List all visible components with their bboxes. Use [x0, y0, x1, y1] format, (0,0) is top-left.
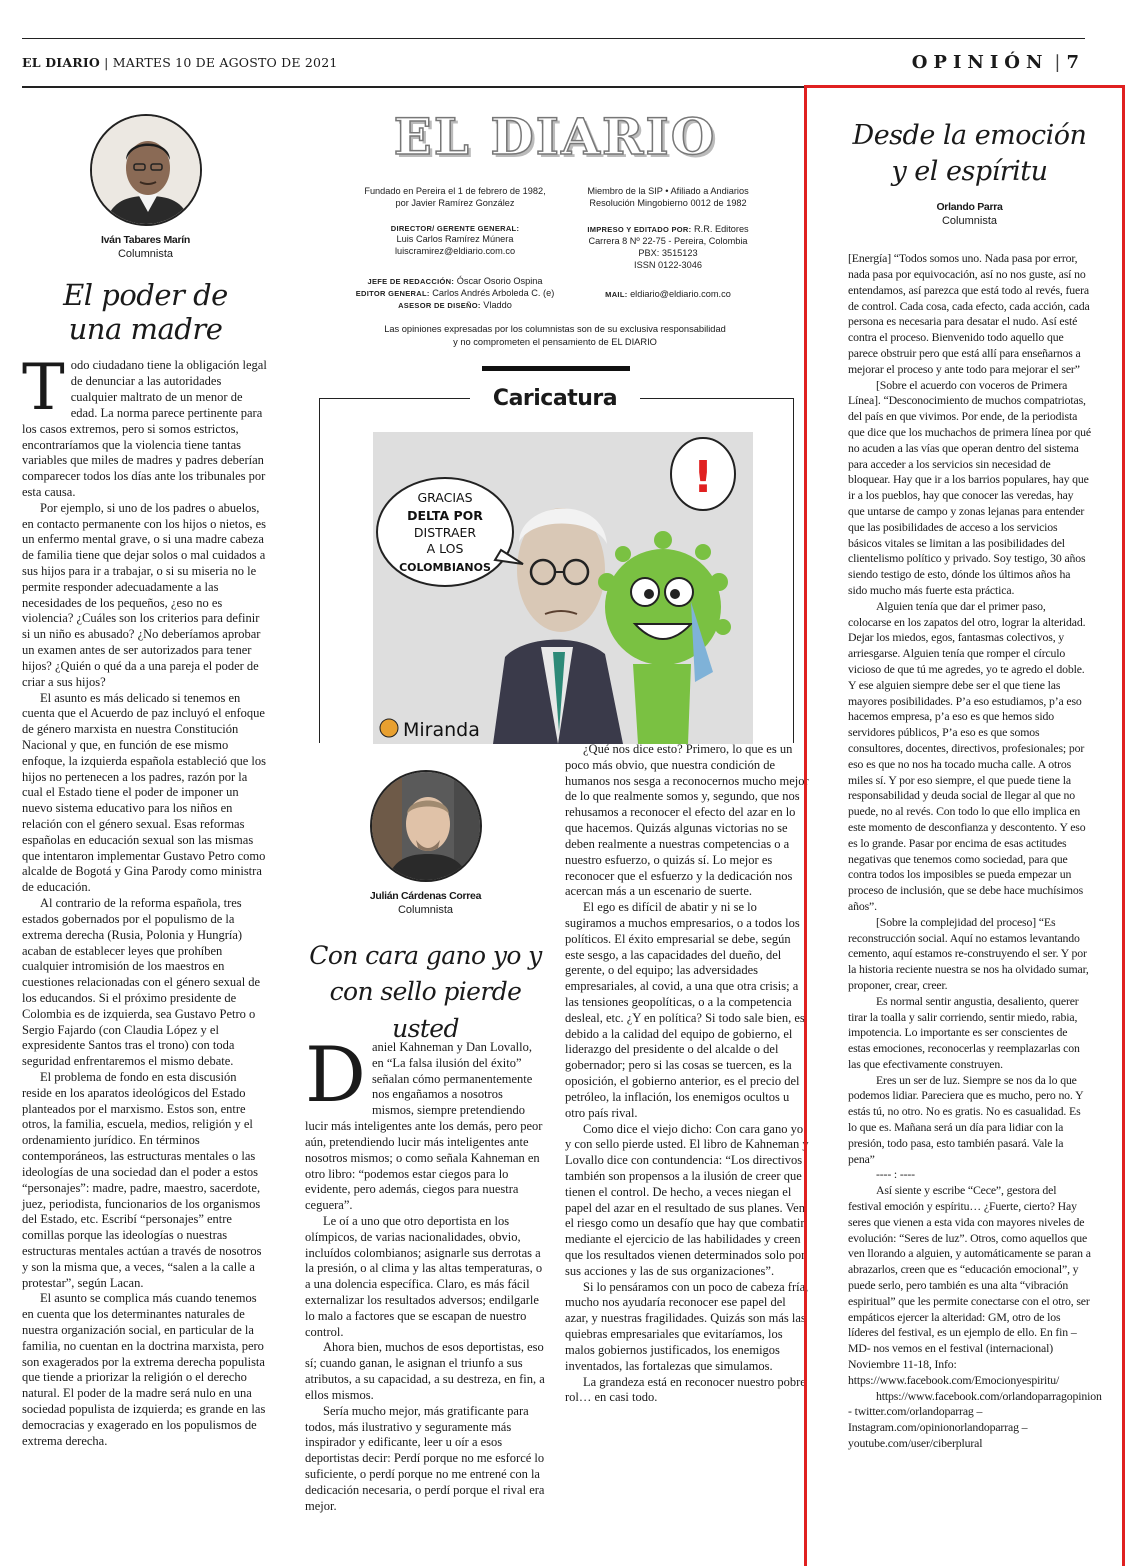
author-photo-1 [90, 114, 202, 226]
paragraph: ¿Qué nos dice esto? Primero, lo que es un poco más obvio, que nuestra condición de humanos nos sesga a reconocernos mucho mejor de lo que realmente somos y, segundo, que nos rehusamos a reconocer el efecto del azar en lo que hacemos. Quizás algunas victorias no se deben realmente a nuestras competencias o a nuestro esfuerzo, o quizás sí. Lo mejor es reconocer que el esfuerzo y la dedicación nos acercan más a un escenario de suerte. [565, 742, 809, 899]
masthead-printer: IMPRESO Y EDITADO POR: R.R. Editores Carrera 8 Nº 22-75 - Pereira, Colombia PBX: 3515123 ISSN 0122-3046 [587, 224, 749, 270]
social-links: https://www.facebook.com/orlandoparragopinion - twitter.com/orlandoparrag – Instagram.com/opinionorlandoparrag – youtube.com/user/ciberplural [848, 1388, 1102, 1451]
article-body-2b [565, 742, 810, 1406]
masthead [330, 107, 780, 166]
paragraph: El problema de fondo en esta discusión reside en los aparatos ideológicos del Estado planteados por el marxismo. Estos son, entre otros, la familia, escuela, medios, religión y el ordenamiento jurídico. En términos contemporáneos, las estructuras mentales o las ideologías de una sociedad dan el poder a estos “personajes”: madre, padre, maestro, sacerdote, juez, periodista, funcionarios de los organismos del Estado, etc. Escribí “personajes” entre comillas porque las ideologías o nuestras estructuras mentales actúan a través de nosotros y son la misma que, a veces, “salen a la calle a protestar”, según Lacan. [22, 1070, 262, 1290]
author-portrait-icon [92, 116, 202, 226]
author-name-2: Julián Cárdenas Correa [369, 890, 482, 902]
paragraph: Ahora bien, muchos de esos deportistas, eso sí; cuando ganan, le asignan el triunfo a sus atributos, a su capacidad, a su destreza, en fin, a ellos mismos. [305, 1340, 545, 1402]
header-paper-name: EL DIARIO [22, 55, 100, 70]
masthead-disclaimer: Las opiniones expresadas por los columnistas son de su exclusiva responsabilidad y no comprometen el pensamiento de EL DIARIO [384, 324, 726, 347]
bubble-line-3: DISTRAER [413, 525, 477, 540]
paragraph: El asunto se complica más cuando tenemos en cuenta que los determinantes naturales de nuestra organización social, en particular de la familia, no cuentan en la doctrina marxista, pero son exagerados por la extrema derecha populista que tiende a priorizar la religión o el derecho natural. El poder de la madre será nulo en una sociedad populista de izquierda; es grande en las democracias y exagerado en los populismos de extrema derecha. [22, 1291, 266, 1448]
masthead-mail: MAIL: eldiario@eldiario.com.co [605, 289, 731, 299]
article-body-1 [22, 351, 269, 1449]
column-article-2-header [305, 758, 546, 1047]
article-title-1: El poder de una madre [63, 278, 228, 347]
cartoon-illustration-icon [373, 432, 753, 744]
paragraph: La grandeza está en reconocer nuestro pobre rol… en casi todo. [565, 1374, 806, 1405]
masthead-founded: Fundado en Pereira el 1 de febrero de 1982, por Javier Ramírez González [364, 186, 546, 208]
header-section: OPINIÓN | 7 [911, 52, 1085, 73]
cartoon-signature: Miranda [403, 719, 480, 741]
masthead-director: DIRECTOR/ GERENTE GENERAL: Luis Carlos Ramírez Múnera luiscramirez@eldiario.com.co [390, 224, 520, 256]
bubble-line-1: GRACIAS [417, 490, 473, 505]
author-portrait-icon [372, 772, 482, 882]
bubble-line-4: A LOS [426, 541, 464, 556]
paragraph: Le oí a uno que otro deportista en los olímpicos, de varias nacionalidades, obvio, incluídos colombianos; asignarle sus derrotas a la presión, o al clima y las altas temperaturas, o a una dolencia específica. Claro, es más fácil externalizar los resultados adversos; endilgarle lo malo a factores que se escapan de nuestro control. [305, 1213, 543, 1339]
article-body-2a [305, 1030, 546, 1514]
cartoon-image [373, 432, 753, 744]
paragraph: Así siente y escribe “Cece”, gestora del festival emoción y espíritu… ¿Fuerte, cierto? Hay seres que vienen a esta vida con mayores niveles de evolución: “Seres de luz”. Otros, como aquellos que ven llorando a alguien, y automáticamente se paran a abrazarlos, creen que es “educación emocional”, y puede serlo, pero también es una alta “vibración espiritual” que les permite conectarse con el otro, ser empáticos ejercer la alteridad: GM, otro de los líderes del festival, es un ejemplo de ello. En fin –MD- nos vemos en el festival (internacional) Noviembre 11-18, Info: https://www.facebook.com/Emocionyespiritu/ [848, 1183, 1091, 1387]
column-article-1 [22, 100, 269, 1450]
section-name: OPINIÓN [911, 52, 1049, 73]
header-date: MARTES 10 DE AGOSTO DE 2021 [112, 55, 338, 70]
paragraph: Es normal sentir angustia, desaliento, querer tirar la toalla y salir corriendo, sentir miedo, rabia, impotencia. Lo importante es ser conscientes de estas emociones, reconocerlas y reemplazarlas con las que efectivamente construyen. [848, 993, 1080, 1071]
bubble-line-5: COLOMBIANOS [399, 561, 491, 574]
paragraph: Por ejemplo, si uno de los padres o abuelos, en contacto permanente con los hijos o nietos, es un enfermo mental grave, o si una madre cabeza de familia tiene que dejar solos o mal cuidados a sus hijos para ir a trabajar, o si su miseria no le permite responder adecuadamente a las necesidades de los pequeños, ¿eso no es violencia? ¿Cuáles son los criterios para definir si un niño es abusado? ¿No deberíamos aprobar un examen antes de ser autorizados para tener hijos? ¿Quién o qué da a una pareja el poder de criar a sus hijos? [22, 500, 267, 689]
author-photo-2 [370, 770, 482, 882]
paragraph: Todo ciudadano tiene la obligación legal de denunciar a las autoridades cualquier maltrato de un menor de edad. La norma parece pertinente para los casos extremos, pero si somos estrictos, encontraríamos que la violencia tiene tantas variables que miles de madres y padres deberían comparecer todos los días ante los tribunales por esta causa. [22, 351, 267, 499]
author-name-3: Orlando Parra [936, 201, 1003, 214]
page-number: 7 [1066, 52, 1085, 73]
article-title-3: Desde la emoción y el espíritu [852, 120, 1087, 187]
author-role-2: Columnista [397, 904, 454, 916]
paragraph: Alguien tenía que dar el primer paso, colocarse en los zapatos del otro, lograr la alteridad. Dejar los miedos, egos, fantasmas colectivos, y arriesgarse. Alguien tenía que romper el círculo vicioso de que tú me agredes, yo te agredo el doble. Y ese alguien siempre debe ser el que tiene las mayores posibilidades. P’a eso estudiamos, p’a eso hacemos empresa, p’a eso es que hemos sido servidores públicos, P’a eso es que somos consultores, docentes, directivos, profesionales; por eso es que no nos ha tocado mucha calle. A otros miles sí. Y por eso siempre, el que puede tiene la responsabilidad y deuda social de llegar al que no puede, no al revés. Con todo lo que ello implica en este momento de desconfianza y descontento. Y eso es lo grande. Pasar por encima de esas actitudes negativas que tenemos como sociedad, para que contra todos los imposibles se pueda empezar un proceso de inclusión, que se debe hace muchísimos años”. [848, 598, 1086, 913]
masthead-staff: JEFE DE REDACCIÓN: Óscar Osorio Ospina EDITOR GENERAL: Carlos Andrés Arboleda C. (e) ASESOR DE DISEÑO: Vladdo [355, 276, 555, 310]
paragraph: El ego es difícil de abatir y ni se lo sugiramos a muchos empresarios, o a todos los políticos. El éxito empresarial se debe, según este sesgo, a las capacidades del dueño, del gerente, o del equipo; las adversidades empresariales, al covid, a una que otra crisis; a las tensiones geopolíticas, o a la competencia desleal, etc. ¿Y en política? Si todo sale bien, es debido a la calidad del equipo de gobierno, el liderazgo del presidente o del alcalde o del gobernador; pero si las cosas se tuercen, es la oposición, el gobierno anterior, es el precio del petróleo, la inflación, los enemigos ocultos u otro país rival. [565, 900, 805, 1120]
exclamation-mark: ! [692, 452, 714, 503]
paragraph: [Sobre el acuerdo con voceros de Primera Línea]. “Desconocimiento de muchos compatriotas, del país en que vivimos. Por ende, de la periodista que dice que los muchachos de primera línea por qué no acuden a las vías que operan dentro del sistema para acceder a los servicios sin necesidad de bloquear. Hay que ir a los barrios populares, hay que ir a los pueblos, hay que conocer las veredas, hay que untarse de campo y zonas lejanas para entender que las posibilidades de acceso a los servicios básicos vitales se limitan a las posibilidades del clientelismo político y privado. Soy testigo, 30 años siendo testigo de esto, dónde los últimos años ha sido mucho más fuerte esta práctica. [848, 377, 1091, 597]
paragraph: Como dice el viejo dicho: Con cara gano yo y con sello pierde usted. El libro de Kahneman y Lovallo dice con contundencia: “Los directivos también son propensos a la ilusión de creer que tienen el control. De hecho, a veces niegan el papel del azar en el resultado de sus planes. Ven el riesgo como un desafío que hay que combatir mediante el ejercicio de las habilidades y creen que los resultados vienen determinados solo por sus acciones y las de sus organizaciones”. [565, 1121, 809, 1278]
article-title-2: Con cara gano yo y con sello pierde usted [309, 941, 542, 1043]
header-rule-top [22, 38, 1085, 39]
paragraph: Eres un ser de luz. Siempre se nos da lo que podemos lidiar. Pareciera que es mucho, pero no. Y estás tú, no otro. No es gratis. No es casualidad. Es lo que es. Mañana será un día para lidiar con la presión, todo pasa, esto también pasará. Vale la pena” [848, 1072, 1084, 1166]
masthead-divider [482, 366, 630, 371]
paragraph: [Sobre la complejidad del proceso] “Es reconstrucción social. Aquí no estamos levantando cemento, aquí estamos re-construyendo el ser. Y por la historia reciente nuestra se nos ha olvidado sumar, proponer, crear, creer. [848, 914, 1089, 992]
paragraph: Daniel Kahneman y Dan Lovallo, en “La falsa ilusión del éxito” señalan cómo permanentemente nos engañamos a nosotros mismos, siempre pretendiendo lucir más inteligentes ante los demás, pero peor aún, pretendiendo lucir más inteligentes ante nosotros mismos; o como señala Kahneman en otro libro: “podemos estar ciegos para lo evidente, pero además, ciegos para nuestra ceguera”. [305, 1030, 543, 1213]
drop-cap: D [305, 1030, 366, 1119]
author-role-1: Columnista [117, 248, 174, 260]
header-info: EL DIARIO | MARTES 10 DE AGOSTO DE 2021 [22, 55, 338, 70]
masthead-membership: Miembro de la SIP • Afiliado a Andiarios Resolución Mingobierno 0012 de 1982 [587, 186, 749, 208]
drop-cap: T [22, 351, 65, 426]
paragraph: El asunto es más delicado si tenemos en cuenta que el Acuerdo de paz incluyó el enfoque de género marxista en nuestra Constitución Nacional y que, en función de ese mismo enfoque, la izquierda española estableció que los hijos no pertenecen a los padres, razón por la cual el Estado tiene el poder de imponer un nuevo sistema educativo para los niños en relación con el género sexual. Esas reformas españolas en educación sexual son las mismas que intentaron implementar Gustavo Petro como alcalde de Bogotá y Gina Parody como ministra de educación. [22, 690, 267, 895]
article-body-3 [848, 251, 1102, 1452]
author-role-3: Columnista [941, 215, 998, 228]
cartoon-heading: Caricatura [470, 386, 640, 411]
bubble-line-2: DELTA POR [407, 508, 483, 523]
paragraph: Sería mucho mejor, más gratificante para todos, más ilustrativo y seguramente más inspirador y edificante, leer u oír a esos deportistas decir: Perdí porque no me esforcé lo suficiente, o perdí porque no me entrené con la dedicación necesaria, o perdí porque el rival era mejor. [305, 1403, 545, 1513]
paragraph: Al contrario de la reforma española, tres estados gobernados por el populismo de la extrema derecha (Rusia, Polonia y Hungría) acaban de establecer leyes que prohíben cualquier intromisión de los maestros en cuestiones relacionadas con el género sexual de los educandos. Si el próximo presidente de Colombia es de izquierda, sea Gustavo Petro o Sergio Fajardo (con Claudia López y el expresidente Santos tras el trono) con toda seguridad enfrentaremos el mismo debate. [22, 896, 261, 1069]
masthead-logo: EL DIARIO [393, 107, 717, 166]
author-name-1: Iván Tabares Marín [101, 234, 190, 246]
paragraph: [Energía] “Todos somos uno. Nada pasa por error, nada pasa por equivocación, así no nos guste, así no entendamos, así parezca que está todo al revés, fuera de control. Cada cosa, cada efecto, cada acción, cada persona es necesaria para desatar el nudo. Así esté contra el proceso. Bienvenido todo aquello que parece obstruir pero que está allí para enseñarnos a mejorar el proceso y ante todo para mejorar el ser” [848, 251, 1090, 376]
paragraph: Si lo pensáramos con un poco de cabeza fría, mucho nos ayudaría reconocer ese papel del azar, y nuestras fragilidades. Quizás son más las quiebras empresariales que evitaríamos, los malos gobiernos justificados, los enemigos inventados, las fortalezas que simulamos. [565, 1279, 809, 1373]
column-article-3 [848, 118, 1102, 1452]
separator: ---- : ---- [876, 1167, 915, 1182]
